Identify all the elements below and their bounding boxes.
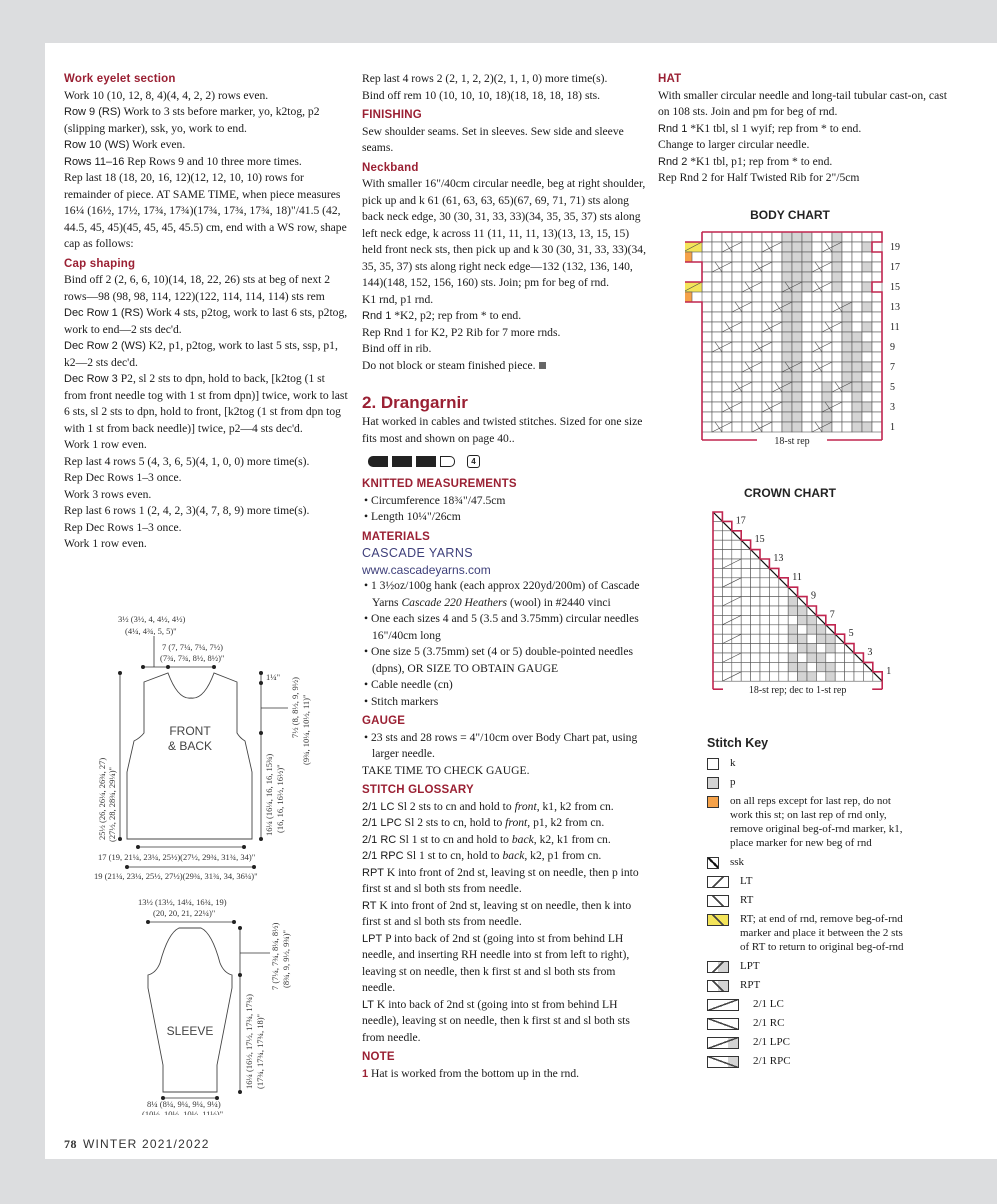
svg-text:(8¾, 9, 9½, 9¾)": (8¾, 9, 9½, 9¾)"	[281, 929, 291, 988]
column-2	[362, 71, 647, 1082]
svg-text:1: 1	[890, 422, 895, 433]
stitch-key-label: on all reps except for last rep, do not work this st; on last rep of rnd only, remove original beg-of-rnd marker, k1, place marker for new beg of rnd	[730, 795, 903, 849]
2-1-rc-symbol-icon	[707, 1018, 739, 1030]
svg-text:SLEEVE: SLEEVE	[166, 1024, 214, 1038]
heading-hat: HAT	[658, 73, 682, 85]
cap-instructions	[64, 272, 349, 553]
stitch-key-item	[707, 1035, 907, 1049]
instruction-line: Bind off 2 (2, 6, 6, 10)(14, 18, 22, 26) sts at beg of next 2 rows—98 (98, 98, 114, 122)(122, 114, 114, 114) sts rem	[64, 273, 331, 303]
stitch-key-item	[707, 874, 907, 888]
instruction-line: Rep last 6 rows 1 (2, 4, 2, 3)(4, 7, 8, 9) more time(s).	[64, 504, 310, 517]
svg-text:9: 9	[890, 342, 895, 353]
svg-text:18-st rep: 18-st rep	[774, 436, 810, 447]
stitch-glossary	[362, 799, 647, 1047]
svg-text:1¼": 1¼"	[266, 672, 281, 682]
skill-bar-icon	[416, 456, 436, 467]
svg-text:& BACK: & BACK	[167, 739, 213, 753]
svg-text:5: 5	[890, 382, 895, 393]
pattern-title: 2. Drangarnir	[362, 393, 468, 412]
svg-text:(27½, 28, 28¾, 29¼)": (27½, 28, 28¾, 29¼)"	[107, 766, 117, 842]
svg-text:17 (19, 21¼, 23¼, 25½)(27½, 29: 17 (19, 21¼, 23¼, 25½)(27½, 29¾, 31¾, 34)"	[98, 852, 256, 862]
skill-bar-icon	[368, 456, 388, 467]
svg-text:(20, 20, 21, 22¼)": (20, 20, 21, 22¼)"	[153, 908, 216, 918]
note-text: 1 Hat is worked from the bottom up in the rnd.	[362, 1066, 580, 1080]
instruction-line: Bind off in rib.	[362, 342, 432, 355]
svg-text:18-st rep; dec to 1-st rep: 18-st rep; dec to 1-st rep	[748, 685, 847, 697]
dim-neck-depth: 3½ (3½, 4, 4½, 4½)	[118, 614, 186, 624]
instruction-line: Rep last 4 rows 5 (4, 3, 6, 5)(4, 1, 0, 0) more time(s).	[64, 454, 310, 468]
instruction-line: Rep last 18 (18, 20, 16, 12)(12, 12, 10, 10) rows for remainder of piece. AT SAME TIME, when piece measures 16¼ (16½, 17½, 17¾, 17¾)(17¾, 17¾, 17¾, 18)"/41.5 (42, 44.5, 45, 45)(45, 45, 45, 45.5) cm, end with a WS row, shape cap as follows:	[64, 171, 347, 250]
magazine-page	[45, 43, 997, 1159]
glossary-entry: 2/1 RC Sl 1 st to cn and hold to back, k2, k1 from cn.	[362, 832, 611, 846]
svg-text:5: 5	[848, 628, 854, 640]
materials-list	[362, 611, 647, 710]
instruction-line: With smaller 16"/40cm circular needle, beg at right shoulder, pick up and k 61 (61, 63, 63, 65)(67, 69, 71, 71) sts along back neck edge, 30 (30, 31, 33, 33)(34, 35, 35, 37) sts along left neck edge, k across 11 (11, 11, 11, 13)(13, 13, 15, 15) held front neck sts, then pick up and k 30 (30, 31, 33, 33)(34, 35, 35, 37) sts along right neck edge—132 (132, 136, 140, 144)(148, 152, 156, 160) sts. Join; pm for beg of rnd.	[362, 177, 646, 289]
svg-text:(9¾, 10¼, 10½, 11)": (9¾, 10¼, 10½, 11)"	[301, 694, 311, 765]
stitch-key-title: Stitch Key	[707, 736, 769, 750]
instruction-line: Dec Row 2 (WS) K2, p1, p2tog, work to last 5 sts, ssp, p1, k2—2 sts dec'd.	[64, 339, 338, 369]
svg-text:7: 7	[829, 609, 835, 621]
stitch-key-item	[707, 893, 907, 907]
svg-text:(16, 16, 16½, 16½)": (16, 16, 16½, 16½)"	[275, 764, 285, 833]
eyelet-instructions	[64, 88, 349, 253]
heading-neckband: Neckband	[362, 161, 419, 174]
instruction-line: Work 1 row even.	[64, 438, 147, 451]
gauge-text: • 23 sts and 28 rows = 4"/10cm over Body Chart pat, using larger needle.	[364, 730, 638, 760]
measurement-item: • Circumference 18¾"/47.5cm	[364, 493, 506, 507]
svg-text:1: 1	[886, 665, 892, 677]
instruction-line: Rep last 4 rows 2 (2, 1, 2, 2)(2, 1, 1, 0) more time(s).	[362, 72, 608, 85]
instruction-line: Rep Dec Rows 1–3 once.	[64, 520, 182, 534]
stitch-key-label: RT; at end of rnd, remove beg-of-rnd marker and place it between the 2 sts of RT to return to original beg-of-rnd	[740, 913, 904, 953]
heading-finishing: FINISHING	[362, 109, 422, 121]
yarn-weight-icon: 4	[467, 455, 480, 468]
stitch-key-item	[707, 1016, 907, 1030]
rt-yellow-symbol-icon	[707, 914, 729, 926]
stitch-key-item	[707, 756, 907, 770]
stitch-key-label: RPT	[740, 979, 761, 991]
stitch-key-item	[707, 1054, 907, 1068]
yarn-url-link[interactable]: www.cascadeyarns.com	[362, 563, 491, 577]
heading-note: NOTE	[362, 1051, 395, 1063]
svg-text:15: 15	[754, 534, 765, 546]
glossary-entry: 2/1 LPC Sl 2 sts to cn, hold to front, p1, k2 from cn.	[362, 816, 605, 829]
page-footer	[64, 1137, 210, 1152]
finishing-text: Sew shoulder seams. Set in sleeves. Sew side and sleeve seams.	[362, 124, 624, 154]
svg-text:13: 13	[890, 302, 900, 313]
svg-text:11: 11	[792, 571, 802, 583]
glossary-entry: RPT K into front of 2nd st, leaving st on needle, then p into first st and sl both sts from needle.	[362, 865, 639, 895]
instruction-line: Rep Rnd 2 for Half Twisted Rib for 2"/5cm	[658, 171, 860, 184]
instruction-line: Change to larger circular needle.	[658, 138, 810, 151]
heading-gauge: GAUGE	[362, 715, 406, 727]
issue-label: WINTER 2021/2022	[83, 1137, 210, 1151]
svg-text:16¼ (16½, 17½, 17¾, 17¾): 16¼ (16½, 17½, 17¾, 17¾)	[244, 994, 254, 1089]
stitch-key-label: k	[730, 757, 736, 769]
svg-text:7 (7¼, 7¾, 8¼, 8½): 7 (7¼, 7¾, 8¼, 8½)	[270, 922, 280, 990]
crown-chart-title: CROWN CHART	[744, 486, 836, 500]
svg-text:13: 13	[773, 553, 784, 564]
materials-item: • Cable needle (cn)	[364, 678, 453, 691]
glossary-entry: 2/1 LC Sl 2 sts to cn and hold to front, k1, k2 from cn.	[362, 799, 614, 813]
instruction-line: Row 10 (WS) Work even.	[64, 138, 186, 151]
materials-item: • One size 5 (3.75mm) set (4 or 5) double-pointed needles (dpns), OR SIZE TO OBTAIN GAUGE	[364, 645, 634, 675]
pattern-intro: Hat worked in cables and twisted stitches. Sized for one size fits most and shown on page 40..	[362, 415, 643, 445]
instruction-line: Row 9 (RS) Work to 3 sts before marker, yo, k2tog, p2 (slipping marker), ssk, yo, work to end.	[64, 105, 320, 135]
instruction-line: Rep Dec Rows 1–3 once.	[64, 471, 182, 484]
stitch-key-item	[707, 775, 907, 789]
stitch-key-label: ssk	[730, 856, 745, 868]
ssk-symbol-icon	[707, 857, 719, 869]
instruction-line: Rep Rnd 1 for K2, P2 Rib for 7 more rnds.	[362, 325, 561, 339]
svg-text:15: 15	[890, 282, 900, 293]
instruction-line: Dec Row 3 P2, sl 2 sts to dpn, hold to back, [k2tog (1 st from front needle tog with 1 st from dpn)] twice, work to last 6 sts, sl 2 sts to dpn, hold to front, [k2tog (1 st from dpn tog with 1 st from back needle)] twice, p2—4 sts dec'd.	[64, 372, 348, 435]
svg-text:7: 7	[890, 362, 895, 373]
heading-stitch-glossary: STITCH GLOSSARY	[362, 784, 474, 796]
hat-instructions	[658, 88, 948, 187]
svg-text:9: 9	[811, 590, 816, 602]
measurements-list	[362, 493, 647, 526]
svg-text:7½ (8, 8½, 9, 9½): 7½ (8, 8½, 9, 9½)	[290, 677, 300, 738]
glossary-entry: RT K into front of 2nd st, leaving st on needle, then k into first st and sl both sts from needle.	[362, 898, 632, 928]
heading-cap-shaping: Cap shaping	[64, 257, 136, 270]
stitch-key-label: p	[730, 776, 736, 788]
svg-text:(17¾, 17¾, 17¾, 18)": (17¾, 17¾, 17¾, 18)"	[255, 1013, 265, 1089]
neckband-instructions	[362, 176, 647, 374]
svg-text:(4¼, 4¾, 5, 5)": (4¼, 4¾, 5, 5)"	[125, 626, 177, 636]
skill-bar-empty-icon	[440, 456, 455, 467]
stitch-key-item	[707, 855, 907, 869]
stitch-key-label: 2/1 RPC	[753, 1055, 791, 1067]
instruction-line: With smaller circular needle and long-tail tubular cast-on, cast on 108 sts. Join and pm for beg of rnd.	[658, 88, 947, 118]
stitch-key-item	[707, 912, 907, 954]
svg-text:(7¾, 7¾, 8½, 8½)": (7¾, 7¾, 8½, 8½)"	[160, 653, 225, 663]
page-number: 78	[64, 1137, 77, 1151]
glossary-entry: 2/1 RPC Sl 1 st to cn, hold to back, k2, p1 from cn.	[362, 849, 602, 862]
svg-text:11: 11	[890, 322, 900, 333]
glossary-entry: LT K into back of 2nd st (going into st from behind LH needle), leaving st on needle, then k first st and sl both sts from needle.	[362, 997, 630, 1044]
glossary-entry: LPT P into back of 2nd st (going into st from behind LH needle, and inserting RH needle into st from left to right), leaving st on needle, then k first st and sl both sts from needle.	[362, 931, 630, 994]
stitch-key-label: 2/1 LC	[753, 998, 784, 1010]
svg-text:16¼ (16¼, 16, 16, 15¾): 16¼ (16¼, 16, 16, 15¾)	[264, 753, 274, 836]
stitch-key-item	[707, 997, 907, 1011]
instruction-line: Work 10 (10, 12, 8, 4)(4, 4, 2, 2) rows even.	[64, 88, 269, 102]
svg-text:19: 19	[890, 242, 900, 253]
stitch-key-label: RT	[740, 894, 754, 906]
dim-neck-width: 7 (7, 7¼, 7¼, 7½)	[162, 642, 223, 652]
orange-symbol-icon	[707, 796, 719, 808]
svg-text:FRONT: FRONT	[169, 724, 211, 738]
svg-text:3: 3	[867, 647, 873, 658]
skill-level-indicator	[368, 454, 647, 468]
stitch-key-item	[707, 959, 907, 973]
instruction-line: Work 3 rows even.	[64, 487, 152, 501]
materials-item: • One each sizes 4 and 5 (3.5 and 3.75mm) circular needles 16"/40cm long	[364, 612, 639, 642]
svg-text:25½ (26, 26¼, 26¾, 27): 25½ (26, 26¼, 26¾, 27)	[97, 757, 107, 840]
heading-knitted-measurements: KNITTED MEASUREMENTS	[362, 478, 517, 490]
heading-work-eyelet: Work eyelet section	[64, 73, 176, 85]
stitch-key-item	[707, 794, 907, 850]
2-1-rpc-symbol-icon	[707, 1056, 739, 1068]
instruction-line: Rows 11–16 Rep Rows 9 and 10 three more times.	[64, 154, 302, 168]
cap-continuation	[362, 71, 647, 104]
stitch-key-label: 2/1 RC	[753, 1017, 785, 1029]
skill-bar-icon	[392, 456, 412, 467]
body-chart	[685, 208, 915, 479]
svg-text:19 (21¼, 23¼, 25½, 27½)(29¾, 3: 19 (21¼, 23¼, 25½, 27½)(29¾, 31¾, 34, 36¼)"	[94, 871, 258, 881]
materials-yarn-item: • 1 3½oz/100g hank (each approx 220yd/200m) of Cascade Yarns Cascade 220 Heathers (wool) in #2440 vinci	[364, 579, 640, 609]
lpt-symbol-icon	[707, 961, 729, 973]
k-symbol-icon	[707, 758, 719, 770]
instruction-line: Bind off rem 10 (10, 10, 10, 18)(18, 18, 18, 18) sts.	[362, 88, 601, 102]
stitch-key-label: LT	[740, 875, 753, 887]
crown-chart	[695, 486, 905, 709]
instruction-line: Rnd 1 *K2, p2; rep from * to end.	[362, 309, 522, 322]
instruction-line: Rnd 2 *K1 tbl, p1; rep from * to end.	[658, 154, 833, 168]
body-chart-title: BODY CHART	[750, 208, 830, 222]
2-1-lc-symbol-icon	[707, 999, 739, 1011]
svg-text:8¼ (8¼, 9¼, 9¼, 9¼): 8¼ (8¼, 9¼, 9¼, 9¼)	[147, 1099, 221, 1109]
svg-text:3: 3	[890, 402, 895, 413]
rt-symbol-icon	[707, 895, 729, 907]
instruction-line: Do not block or steam finished piece.	[362, 358, 647, 375]
front-back-schematic	[90, 610, 330, 887]
gauge-check: TAKE TIME TO CHECK GAUGE.	[362, 763, 530, 777]
stitch-key-label: 2/1 LPC	[753, 1036, 790, 1048]
lt-symbol-icon	[707, 876, 729, 888]
yarn-brand: CASCADE YARNS	[362, 546, 474, 560]
sleeve-schematic	[90, 893, 330, 1120]
stitch-key	[707, 736, 907, 1073]
2-1-lpc-symbol-icon	[707, 1037, 739, 1049]
stitch-key-label: LPT	[740, 960, 760, 972]
column-3	[658, 71, 948, 187]
column-1	[64, 71, 349, 553]
p-symbol-icon	[707, 777, 719, 789]
measurement-item: • Length 10¼"/26cm	[364, 510, 461, 523]
svg-text:13½ (13½, 14¼, 16¾, 19): 13½ (13½, 14¼, 16¾, 19)	[138, 897, 227, 907]
instruction-line: Work 1 row even.	[64, 537, 147, 550]
materials-item: • Stitch markers	[364, 694, 439, 708]
stitch-key-item	[707, 978, 907, 992]
svg-text:17: 17	[890, 262, 900, 273]
instruction-line: K1 rnd, p1 rnd.	[362, 292, 434, 306]
instruction-line: Dec Row 1 (RS) Work 4 sts, p2tog, work to last 6 sts, p2tog, work to end—2 sts dec'd.	[64, 306, 348, 336]
svg-text:17: 17	[735, 515, 746, 527]
heading-materials: MATERIALS	[362, 530, 431, 543]
rpt-symbol-icon	[707, 980, 729, 992]
instruction-line: Rnd 1 *K1 tbl, sl 1 wyif; rep from * to end.	[658, 121, 862, 135]
svg-text:(10½, 10½, 10½, 11½)": (10½, 10½, 10½, 11½)"	[142, 1109, 224, 1115]
end-of-article-icon	[539, 362, 546, 369]
